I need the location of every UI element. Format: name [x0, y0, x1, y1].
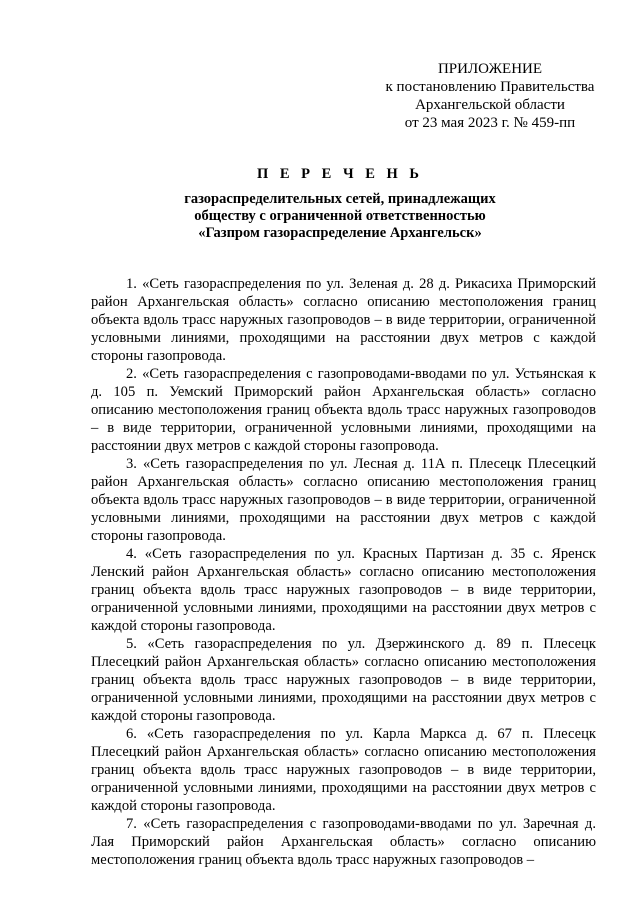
list-item: 1. «Сеть газораспределения по ул. Зеленая д. 28 д. Рикасиха Приморский район Архангельская область» согласно описанию местоположения границ объекта вдоль трасс наружных газопроводов – в виде территории, ограниченной условными линиями, проходящими на расстоянии двух метров с каждой стороны газопровода. [91, 276, 596, 364]
appendix-region-line: Архангельской области [415, 97, 565, 113]
title-line-1: газораспределительных сетей, принадлежащих [184, 191, 496, 207]
appendix-label: ПРИЛОЖЕНИЕ [437, 61, 543, 77]
list-item: 7. «Сеть газораспределения с газопроводами-вводами по ул. Заречная д. Лая Приморский район Архангельская область» согласно описанию местоположения границ объекта вдоль трасс наружных газопроводов – [91, 816, 596, 868]
appendix-header [360, 60, 620, 132]
item-list [91, 275, 596, 869]
list-item: 5. «Сеть газораспределения по ул. Дзержинского д. 89 п. Плесецк Плесецкий район Архангельская область» согласно описанию местоположения границ объекта вдоль трасс наружных газопроводов – в виде территории, ограниченной условными линиями, проходящими на расстоянии двух метров с каждой стороны газопровода. [91, 636, 596, 724]
title-line-2: обществу с ограниченной ответственностью [194, 208, 486, 224]
list-item: 4. «Сеть газораспределения по ул. Красных Партизан д. 35 с. Яренск Ленский район Архангельская область» согласно описанию местоположения границ объекта вдоль трасс наружных газопроводов – в виде территории, ограниченной условными линиями, проходящими на расстоянии двух метров с каждой стороны газопровода. [91, 546, 596, 634]
appendix-date-line: от 23 мая 2023 г. № 459-пп [404, 115, 576, 131]
appendix-resolution-line: к постановлению Правительства [385, 79, 595, 95]
title-heading: П Е Р Е Ч Е Н Ь [256, 166, 424, 182]
list-item: 2. «Сеть газораспределения с газопроводами-вводами по ул. Устьянская к д. 105 п. Уемский Приморский район Архангельская область» согласно описанию местоположения границ объекта вдоль трасс наружных газопроводов – в виде территории, ограниченной условными линиями, проходящими на расстоянии двух метров с каждой стороны газопровода. [91, 366, 596, 454]
list-item: 3. «Сеть газораспределения по ул. Лесная д. 11А п. Плесецк Плесецкий район Архангельская область» согласно описанию местоположения границ объекта вдоль трасс наружных газопроводов – в виде территории, ограниченной условными линиями, проходящими на расстоянии двух метров с каждой стороны газопровода. [91, 456, 596, 544]
document-title [90, 166, 590, 242]
list-item: 6. «Сеть газораспределения по ул. Карла Маркса д. 67 п. Плесецк Плесецкий район Архангельская область» согласно описанию местоположения границ объекта вдоль трасс наружных газопроводов – в виде территории, ограниченной условными линиями, проходящими на расстоянии двух метров с каждой стороны газопровода. [91, 726, 596, 814]
title-line-3: «Газпром газораспределение Архангельск» [198, 225, 482, 241]
